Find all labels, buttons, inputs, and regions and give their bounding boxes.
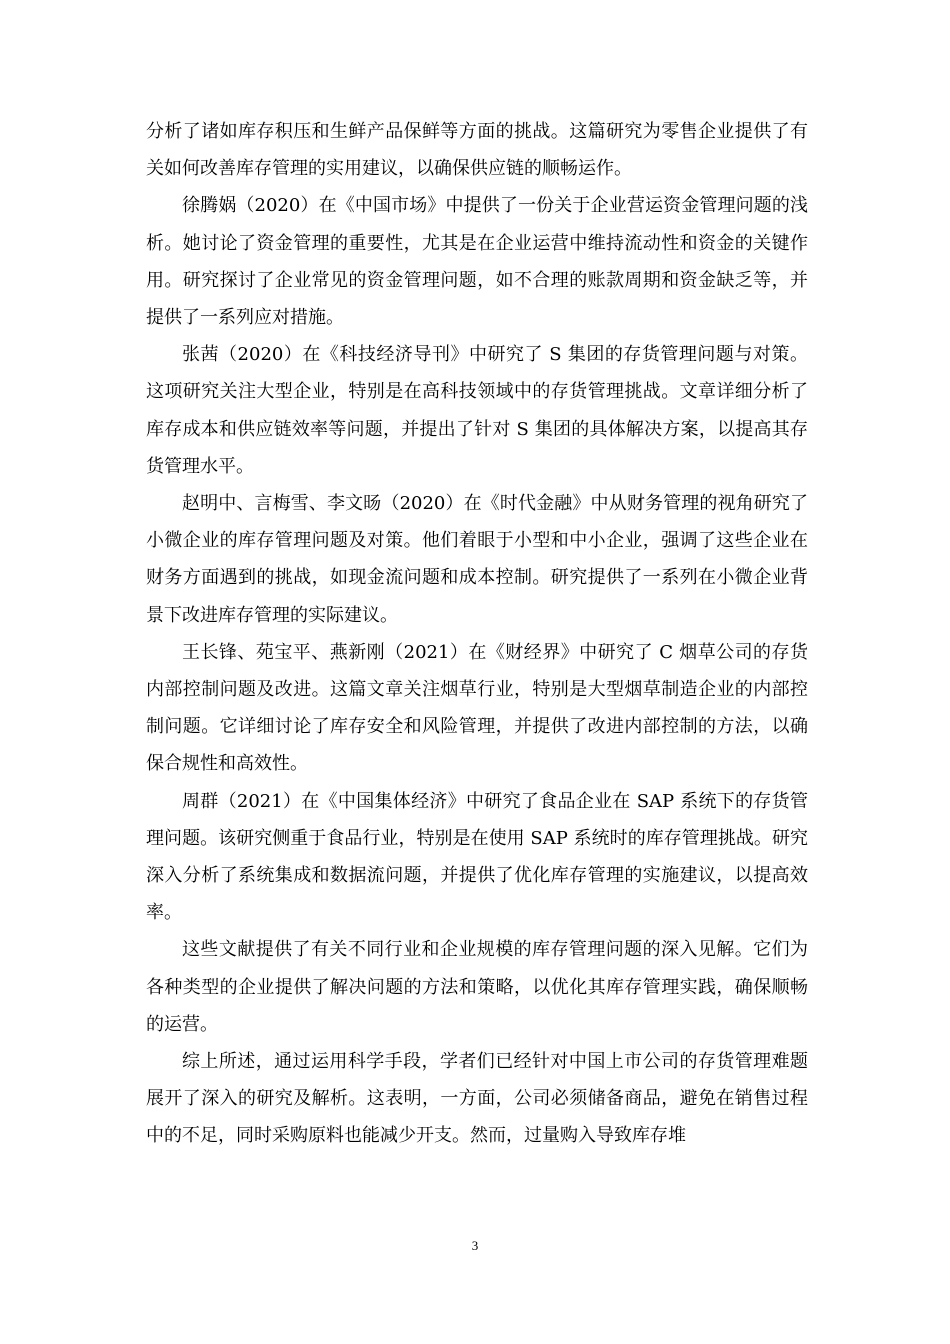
page-number: 3 [471,1238,479,1253]
paragraph-wang-changfeng: 王长锋、苑宝平、燕新刚（2021）在《财经界》中研究了 C 烟草公司的存货内部控制问题及改进。这篇文章关注烟草行业，特别是大型烟草制造企业的内部控制问题。它详细讨论了库存安全和风险管理，并提供了改进内部控制的方法，以确保合规性和高效性。 [146,641,808,775]
paragraph-conclusion: 综上所述，通过运用科学手段，学者们已经针对中国上市公司的存货管理难题展开了深入的研究及解析。这表明，一方面，公司必须储备商品，避免在销售过程中的不足，同时采购原料也能减少开支。然而，过量购入导致库存堆 [146,1051,808,1147]
paragraph-zhao-mingzhong: 赵明中、言梅雪、李文旸（2020）在《时代金融》中从财务管理的视角研究了小微企业的库存管理问题及对策。他们着眼于小型和中小企业，强调了这些企业在财务方面遇到的挑战，如现金流问题和成本控制。研究提供了一系列在小微企业背景下改进库存管理的实际建议。 [146,493,808,626]
body-text [146,113,808,1155]
paragraph-xu-tengwa: 徐腾娲（2020）在《中国市场》中提供了一份关于企业营运资金管理问题的浅析。她讨论了资金管理的重要性，尤其是在企业运营中维持流动性和资金的关键作用。研究探讨了企业常见的资金管理问题，如不合理的账款周期和资金缺乏等，并提供了一系列应对措施。 [146,195,808,329]
paragraph-zhou-qun: 周群（2021）在《中国集体经济》中研究了食品企业在 SAP 系统下的存货管理问题。该研究侧重于食品行业，特别是在使用 SAP 系统时的库存管理挑战。研究深入分析了系统集成和数据流问题，并提供了优化库存管理的实施建议，以提高效率。 [146,790,808,924]
paragraph-zhang-qian: 张茜（2020）在《科技经济导刊》中研究了 S 集团的存货管理问题与对策。这项研究关注大型企业，特别是在高科技领域中的存货管理挑战。文章详细分析了库存成本和供应链效率等问题，并提出了针对 S 集团的具体解决方案，以提高其存货管理水平。 [146,344,808,477]
paragraph-continued: 分析了诸如库存积压和生鲜产品保鲜等方面的挑战。这篇研究为零售企业提供了有关如何改善库存管理的实用建议，以确保供应链的顺畅运作。 [146,121,808,180]
paragraph-literature-summary: 这些文献提供了有关不同行业和企业规模的库存管理问题的深入见解。它们为各种类型的企业提供了解决问题的方法和策略，以优化其库存管理实践，确保顺畅的运营。 [146,939,808,1035]
